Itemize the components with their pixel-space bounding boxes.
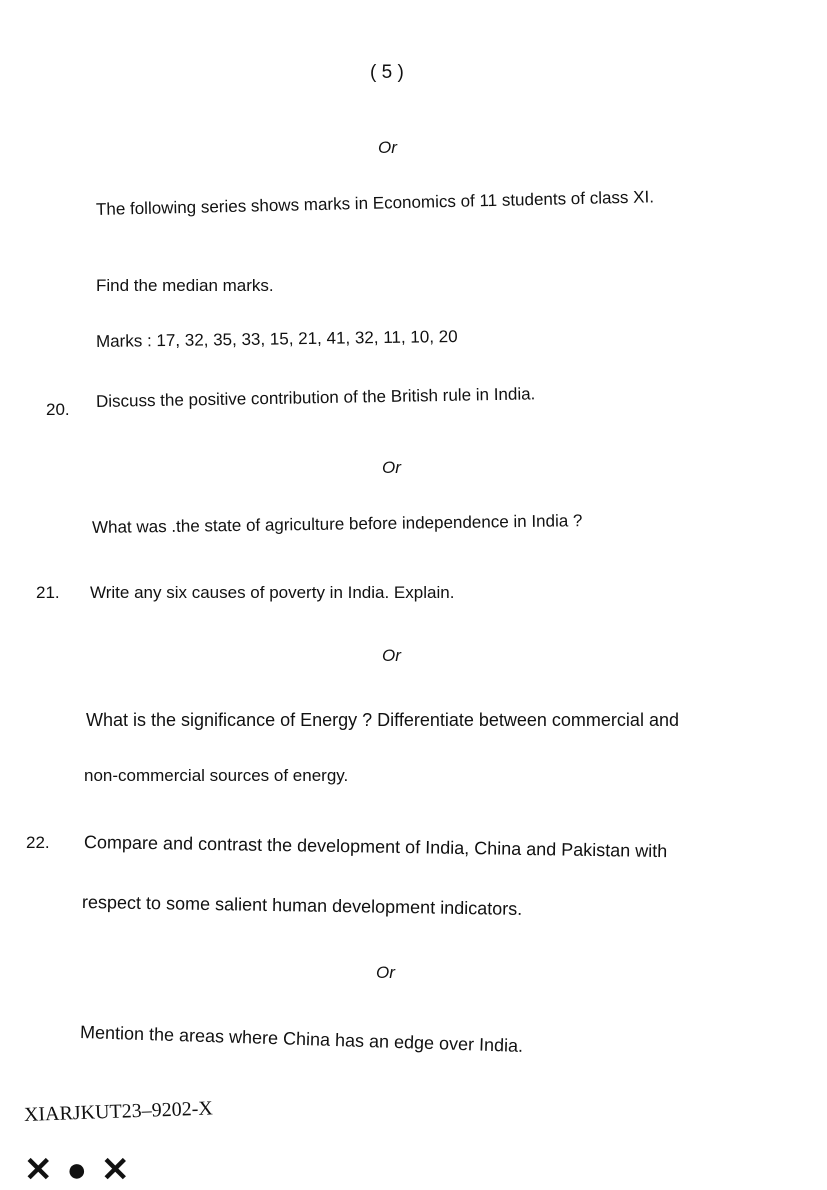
q21-alt-line2: non-commercial sources of energy. — [84, 766, 349, 785]
or-label: Or — [378, 138, 397, 157]
or-label: Or — [382, 646, 401, 665]
q19-alt-line2: Find the median marks. — [96, 276, 274, 295]
q22-alt: Mention the areas where China has an edge over India. — [79, 1022, 524, 1056]
q21-text: Write any six causes of poverty in India. Explain. — [90, 583, 455, 602]
q21-number: 21. — [36, 583, 60, 602]
q20-text: Discuss the positive contribution of the British rule in India. — [95, 384, 536, 411]
footer-code: XIARJKUT23–9202-X — [23, 1097, 214, 1126]
cut-off-mark: ✕●✕ — [24, 1151, 144, 1189]
q19-alt-line1: The following series shows marks in Economics of 11 students of class XI. — [95, 187, 655, 219]
q20-number: 20. — [46, 400, 70, 419]
q22-line2: respect to some salient human development indicators. — [81, 892, 523, 919]
page-number: ( 5 ) — [370, 62, 404, 83]
q22-line1: Compare and contrast the development of India, China and Pakistan with — [83, 832, 668, 862]
q19-alt-marks: Marks : 17, 32, 35, 33, 15, 21, 41, 32, 11, 10, 20 — [95, 326, 458, 351]
or-label: Or — [376, 963, 395, 982]
q22-number: 22. — [26, 833, 50, 852]
q21-alt-line1: What is the significance of Energy ? Differentiate between commercial and — [86, 710, 679, 730]
q20-alt: What was .the state of agriculture before independence in India ? — [91, 511, 583, 537]
or-label: Or — [382, 458, 401, 477]
